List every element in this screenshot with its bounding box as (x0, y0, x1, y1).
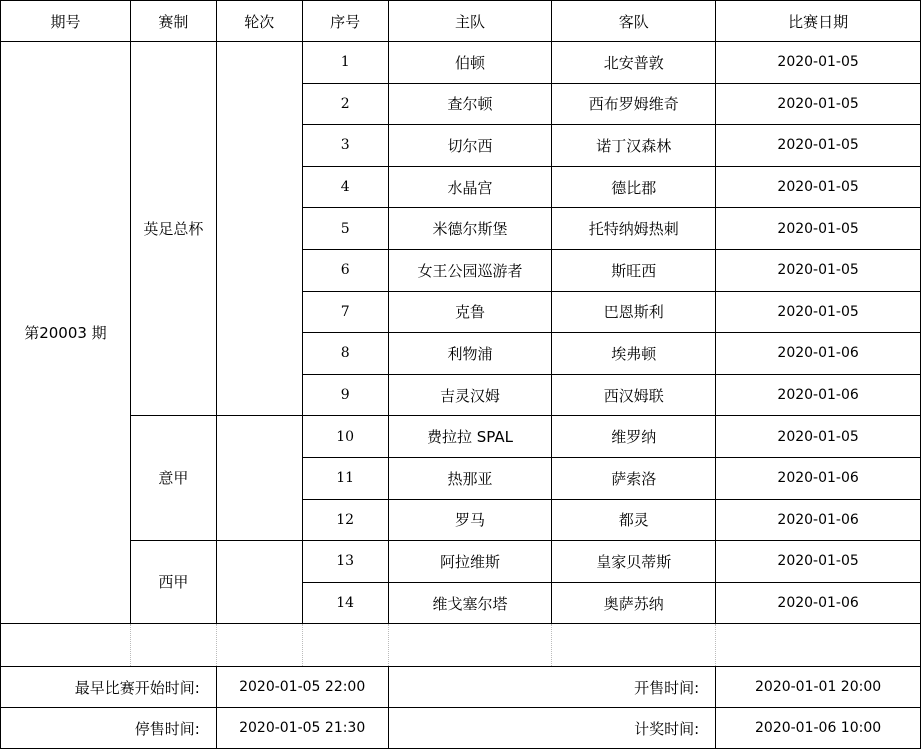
round-cell (216, 416, 302, 541)
match-number: 8 (302, 333, 388, 375)
match-date: 2020-01-05 (716, 541, 921, 583)
header-issue: 期号 (1, 1, 131, 42)
match-number: 5 (302, 208, 388, 250)
home-team: 热那亚 (388, 457, 552, 499)
header-competition: 赛制 (130, 1, 216, 42)
home-team: 利物浦 (388, 333, 552, 375)
empty-cell (716, 624, 921, 667)
round-cell (216, 42, 302, 416)
earliest-start-time-label: 最早比赛开始时间: (1, 667, 217, 708)
match-number: 2 (302, 83, 388, 125)
sale-stop-time-value: 2020-01-05 21:30 (216, 708, 388, 749)
competition-cell: 西甲 (130, 541, 216, 624)
match-date: 2020-01-06 (716, 374, 921, 416)
match-number: 10 (302, 416, 388, 458)
header-round: 轮次 (216, 1, 302, 42)
home-team: 切尔西 (388, 125, 552, 167)
home-team: 女王公园巡游者 (388, 249, 552, 291)
empty-cell (552, 624, 716, 667)
match-number: 9 (302, 374, 388, 416)
sale-stop-time-label: 停售时间: (1, 708, 217, 749)
match-date: 2020-01-05 (716, 83, 921, 125)
match-date: 2020-01-05 (716, 166, 921, 208)
match-date: 2020-01-05 (716, 291, 921, 333)
match-date: 2020-01-05 (716, 125, 921, 167)
away-team: 皇家贝蒂斯 (552, 541, 716, 583)
match-number: 14 (302, 582, 388, 624)
match-date: 2020-01-06 (716, 499, 921, 541)
footer-row (1, 667, 921, 708)
home-team: 伯顿 (388, 42, 552, 84)
match-number: 6 (302, 249, 388, 291)
sale-start-time-label: 开售时间: (388, 667, 716, 708)
footer-row (1, 708, 921, 749)
match-number: 7 (302, 291, 388, 333)
sale-start-time-value: 2020-01-01 20:00 (716, 667, 921, 708)
away-team: 埃弗顿 (552, 333, 716, 375)
match-number: 11 (302, 457, 388, 499)
away-team: 都灵 (552, 499, 716, 541)
home-team: 维戈塞尔塔 (388, 582, 552, 624)
earliest-start-time-value: 2020-01-05 22:00 (216, 667, 388, 708)
round-cell (216, 541, 302, 624)
empty-cell (216, 624, 302, 667)
header-away-team: 客队 (552, 1, 716, 42)
table-row (1, 42, 921, 84)
match-number: 13 (302, 541, 388, 583)
match-date: 2020-01-06 (716, 333, 921, 375)
header-home-team: 主队 (388, 1, 552, 42)
away-team: 巴恩斯利 (552, 291, 716, 333)
home-team: 费拉拉 SPAL (388, 416, 552, 458)
away-team: 奥萨苏纳 (552, 582, 716, 624)
away-team: 维罗纳 (552, 416, 716, 458)
match-number: 1 (302, 42, 388, 84)
away-team: 德比郡 (552, 166, 716, 208)
home-team: 阿拉维斯 (388, 541, 552, 583)
match-date: 2020-01-06 (716, 457, 921, 499)
header-row (1, 1, 921, 42)
header-number: 序号 (302, 1, 388, 42)
home-team: 罗马 (388, 499, 552, 541)
home-team: 米德尔斯堡 (388, 208, 552, 250)
away-team: 斯旺西 (552, 249, 716, 291)
table-row (1, 416, 921, 458)
match-number: 12 (302, 499, 388, 541)
issue-cell: 第20003 期 (1, 42, 131, 624)
away-team: 托特纳姆热刺 (552, 208, 716, 250)
header-match-date: 比赛日期 (716, 1, 921, 42)
competition-cell: 意甲 (130, 416, 216, 541)
empty-cell (130, 624, 216, 667)
away-team: 西汉姆联 (552, 374, 716, 416)
empty-cell (1, 624, 131, 667)
away-team: 北安普敦 (552, 42, 716, 84)
away-team: 诺丁汉森林 (552, 125, 716, 167)
payout-time-label: 计奖时间: (388, 708, 716, 749)
empty-cell (302, 624, 388, 667)
home-team: 水晶宫 (388, 166, 552, 208)
home-team: 查尔顿 (388, 83, 552, 125)
table-row (1, 541, 921, 583)
match-date: 2020-01-05 (716, 42, 921, 84)
match-number: 4 (302, 166, 388, 208)
competition-cell: 英足总杯 (130, 42, 216, 416)
home-team: 克鲁 (388, 291, 552, 333)
away-team: 西布罗姆维奇 (552, 83, 716, 125)
empty-row (1, 624, 921, 667)
home-team: 吉灵汉姆 (388, 374, 552, 416)
match-date: 2020-01-05 (716, 208, 921, 250)
match-date: 2020-01-06 (716, 582, 921, 624)
match-number: 3 (302, 125, 388, 167)
payout-time-value: 2020-01-06 10:00 (716, 708, 921, 749)
match-date: 2020-01-05 (716, 249, 921, 291)
away-team: 萨索洛 (552, 457, 716, 499)
empty-cell (388, 624, 552, 667)
match-date: 2020-01-05 (716, 416, 921, 458)
